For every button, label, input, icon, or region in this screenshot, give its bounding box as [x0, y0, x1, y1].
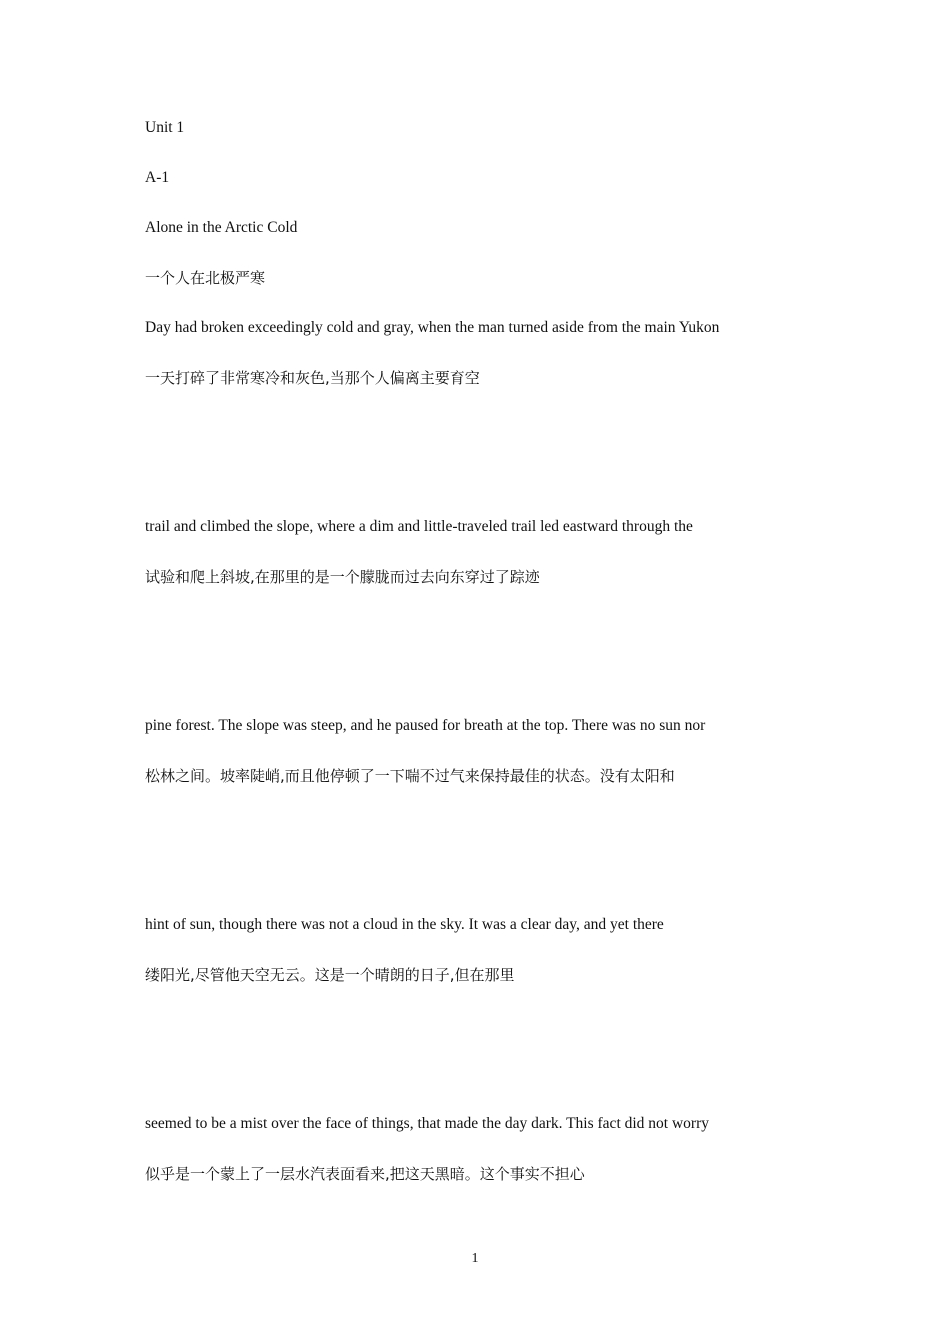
- paragraph-2-chinese: 试验和爬上斜坡,在那里的是一个朦胧而过去向东穿过了踪迹: [145, 568, 540, 586]
- title-english: Alone in the Arctic Cold: [145, 219, 298, 236]
- paragraph-3-english: pine forest. The slope was steep, and he paused for breath at the top. There was no sun nor: [145, 717, 706, 734]
- paragraph-1-chinese: 一天打碎了非常寒冷和灰色,当那个人偏离主要育空: [145, 369, 480, 387]
- paragraph-1-english: Day had broken exceedingly cold and gray, when the man turned aside from the main Yukon: [145, 319, 720, 336]
- unit-heading: Unit 1: [145, 119, 185, 136]
- title-chinese: 一个人在北极严寒: [145, 269, 266, 287]
- paragraph-5-english: seemed to be a mist over the face of things, that made the day dark. This fact did not worry: [145, 1115, 710, 1132]
- paragraph-4-english: hint of sun, though there was not a cloud in the sky. It was a clear day, and yet there: [145, 916, 664, 933]
- paragraph-4-chinese: 缕阳光,尽管他天空无云。这是一个晴朗的日子,但在那里: [145, 966, 515, 984]
- section-label: A-1: [145, 169, 170, 186]
- paragraph-2-english: trail and climbed the slope, where a dim and little-traveled trail led eastward through the: [145, 518, 693, 535]
- paragraph-3-chinese: 松林之间。坡率陡峭,而且他停顿了一下喘不过气来保持最佳的状态。没有太阳和: [145, 767, 675, 785]
- paragraph-5-chinese: 似乎是一个蒙上了一层水汽表面看来,把这天黑暗。这个事实不担心: [145, 1165, 585, 1183]
- page-number: 1: [471, 1251, 479, 1266]
